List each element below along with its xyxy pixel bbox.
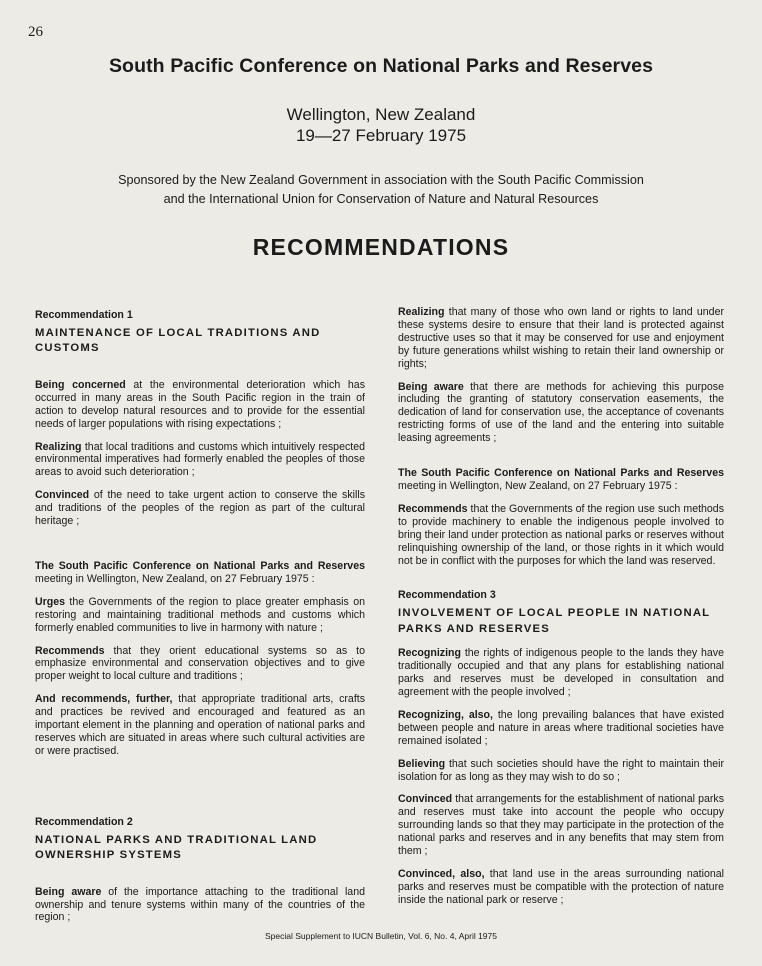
rec1-conference-statement: The South Pacific Conference on National Parks and Reserves meeting in Wellington, New Zealand, on 27 February 1975 : xyxy=(35,559,365,585)
conference-city: Wellington, New Zealand xyxy=(286,105,476,124)
sponsor-line-2: and the International Union for Conservation of Nature and Natural Resources xyxy=(163,192,599,206)
rec1-paragraph-1: Being concerned at the environmental deterioration which has occurred in many areas in the South Pacific region in the train of action to develop natural resources and to provide for the essential needs of larger populations with rising expectations ; xyxy=(35,378,365,430)
rec3-paragraph-1: Recognizing the rights of indigenous people to the lands they have traditionally occupied and that any plans for establishing national parks and reserves must be developed in consultation and agreement with the people involved ; xyxy=(398,647,724,699)
rec1-paragraph-6: And recommends, further, that appropriate traditional arts, crafts and practices be revived and encouraged and featured as an important element in the planning and operation of national parks and reserves which are situated in areas where such cultural activities are or were practised. xyxy=(35,693,366,757)
rec3-title: INVOLVEMENT OF LOCAL PEOPLE IN NATIONAL PARKS AND RESERVES xyxy=(398,607,711,635)
rec2-paragraph-3: Being aware that there are methods for achieving this purpose including the granting of statutory conservation easements, the dedication of land for conservation use, the acceptance of covenants restricting forms of use of the land and the entering into suitable leasing agreements ; xyxy=(398,380,724,445)
rec2-conference-statement: The South Pacific Conference on National Parks and Reserves meeting in Wellington, New Zealand, on 27 February 1975 : xyxy=(398,467,724,492)
rec3-paragraph-4: Convinced that arrangements for the establishment of national parks and reserves must take into account the people who occupy surrounding lands so that they may participate in the protection of the national parks and reserves and in any benefits that may stem from them ; xyxy=(398,793,724,858)
rec2-paragraph-4: Recommends that the Governments of the region use such methods to provide machinery to enable the indigenous people involved to bring their land under protection as national parks or reserves without relinquishing ownership of the land, or those rights in it which would not be in conflict with the purposes for which the land was reserved. xyxy=(398,502,724,567)
rec1-paragraph-4: Urges the Governments of the region to place greater emphasis on restoring and maintaining traditional methods and customs which formerly enabled communities to live in harmony with nature ; xyxy=(35,595,365,634)
left-column xyxy=(35,309,365,924)
rec2-title: NATIONAL PARKS AND TRADITIONAL LAND OWNERSHIP SYSTEMS xyxy=(35,833,318,862)
rec1-paragraph-5: Recommends that they orient educational systems so as to emphasize environmental and conservation objectives and to give proper weight to local culture and traditions ; xyxy=(35,644,365,683)
right-column xyxy=(398,306,724,907)
conference-location xyxy=(0,104,762,146)
sponsor-statement xyxy=(0,171,762,209)
rec2-paragraph-1: Being aware of the importance attaching to the traditional land ownership and tenure systems within many of the countries of the region ; xyxy=(35,885,365,924)
page-title: South Pacific Conference on National Parks and Reserves xyxy=(108,55,654,77)
conference-dates: 19—27 February 1975 xyxy=(295,126,467,145)
page-number: 26 xyxy=(28,24,43,40)
rec1-title: MAINTENANCE OF LOCAL TRADITIONS AND CUSTOMS xyxy=(35,326,321,355)
sponsor-line-1: Sponsored by the New Zealand Government in association with the South Pacific Commission xyxy=(118,173,644,187)
rec1-paragraph-2: Realizing that local traditions and customs which intuitively respected environmental imperatives had formerly enabled the peoples of those areas to avoid such deterioration ; xyxy=(35,440,365,479)
rec3-label: Recommendation 3 xyxy=(398,589,496,602)
rec2-label: Recommendation 2 xyxy=(35,815,133,828)
rec3-paragraph-2: Recognizing, also, the long prevailing balances that have existed between people and nature in areas where traditional societies have remained isolated ; xyxy=(398,708,724,747)
rec3-paragraph-3: Believing that such societies should have the right to maintain their isolation for as long as they may wish to do so ; xyxy=(398,757,724,783)
rec1-label: Recommendation 1 xyxy=(35,309,133,321)
rec1-paragraph-3: Convinced of the need to take urgent action to conserve the skills and traditions of the peoples of the region as part of the cultural heritage ; xyxy=(35,489,365,528)
recommendations-heading: RECOMMENDATIONS xyxy=(252,234,510,260)
rec2-paragraph-2: Realizing that many of those who own land or rights to land under these systems desire to ensure that their land is protected against destructive uses so that it may be conserved for use and enjoyment by future generations whilst wishing to retain their land ownership or rights; xyxy=(398,306,724,370)
rec3-paragraph-5: Convinced, also, that land use in the areas surrounding national parks and reserves must be compatible with the protection of nature inside the national park or reserve ; xyxy=(398,868,724,906)
publication-footer: Special Supplement to IUCN Bulletin, Vol. 6, No. 4, April 1975 xyxy=(265,931,497,941)
